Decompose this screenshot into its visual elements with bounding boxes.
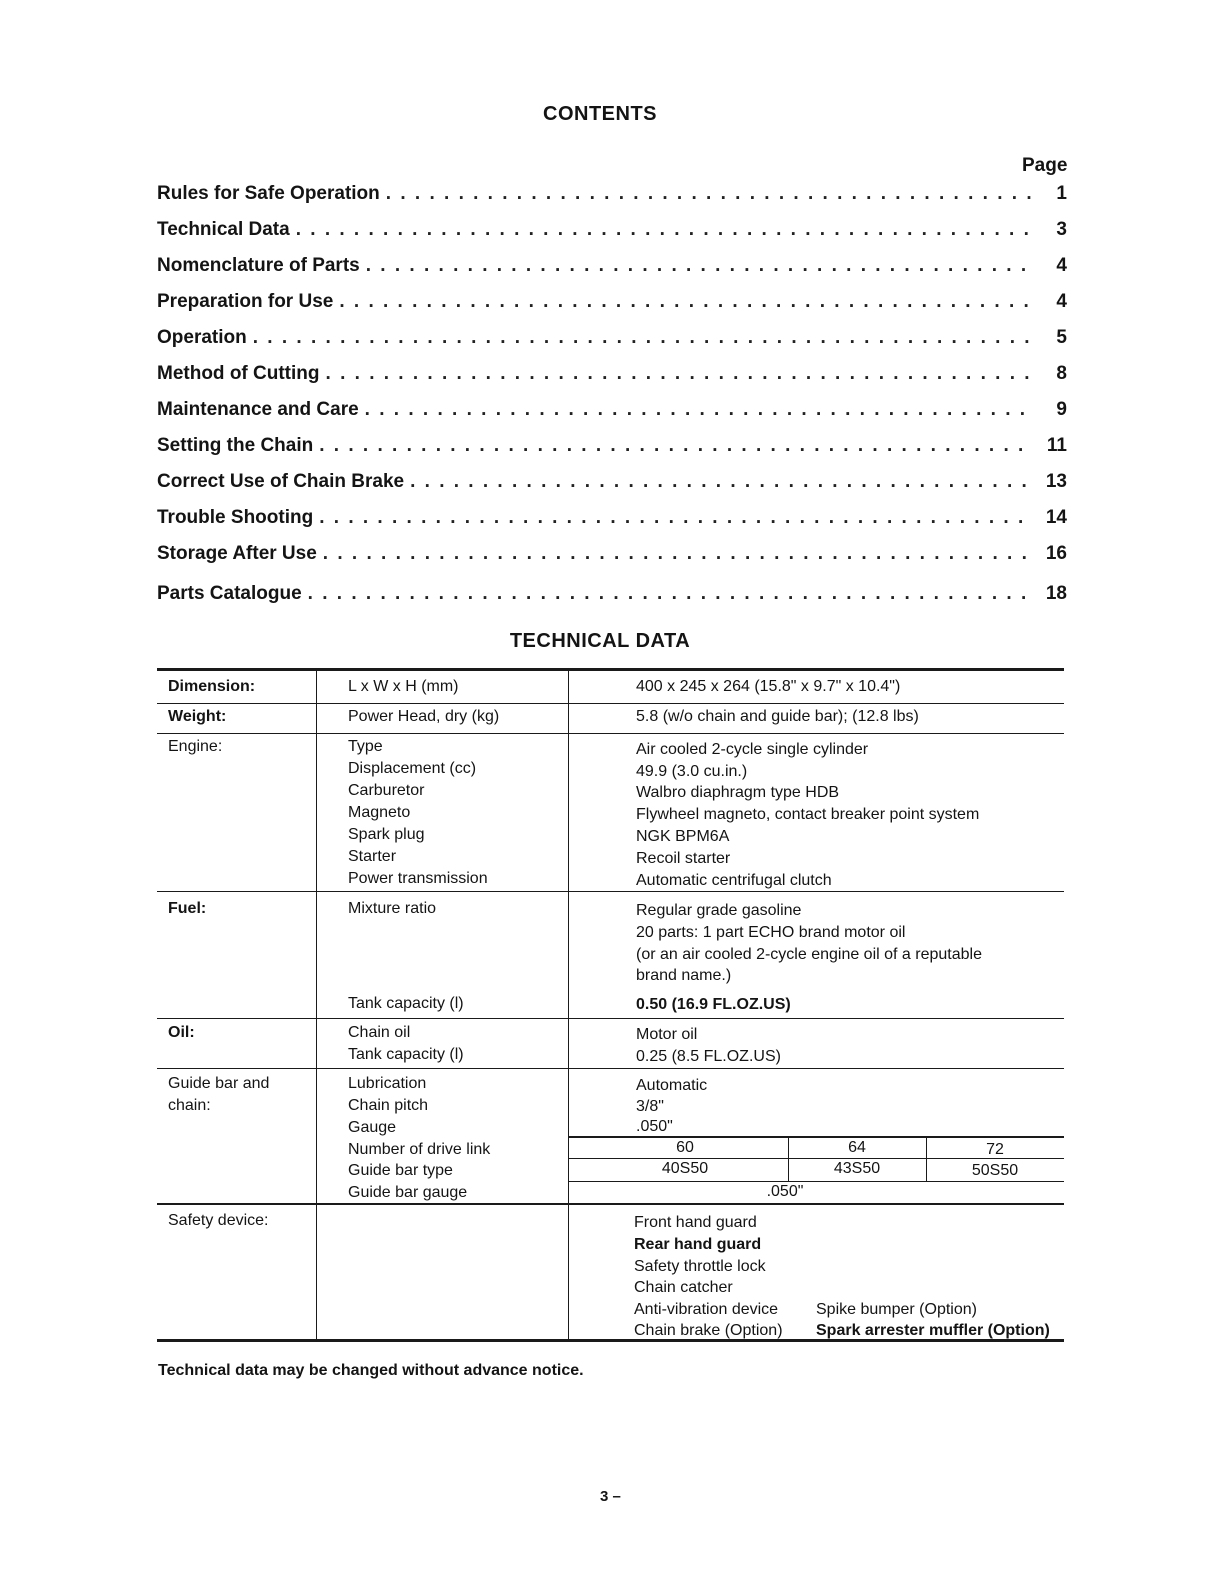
toc-entry-label: Rules for Safe Operation — [157, 183, 380, 204]
toc-entry-page: 13 — [1045, 471, 1067, 492]
toc-entry-page: 1 — [1056, 183, 1067, 204]
safety-value: Anti-vibration device — [634, 1301, 779, 1318]
toc-leader-dots — [386, 183, 1033, 205]
weight-item: Power Head, dry (kg) — [348, 708, 500, 725]
toc-entry-page: 4 — [1056, 255, 1067, 276]
engine-item: Carburetor — [348, 782, 425, 799]
guide-item: Guide bar gauge — [348, 1184, 468, 1201]
guide-item: Number of drive link — [348, 1141, 491, 1158]
weight-value: 5.8 (w/o chain and guide bar); (12.8 lbs) — [636, 708, 919, 725]
toc-entry-page: 3 — [1056, 219, 1067, 240]
safety-value: Rear hand guard — [634, 1236, 762, 1253]
row-divider — [157, 1068, 1064, 1069]
engine-value: NGK BPM6A — [636, 828, 730, 845]
page-number: 3 – — [600, 1488, 621, 1505]
toc-entry[interactable] — [157, 183, 1067, 213]
toc-entry[interactable] — [157, 583, 1067, 613]
guide-label: Guide bar and — [168, 1075, 270, 1092]
guide-bar-gauge-value: .050" — [766, 1183, 804, 1200]
fuel-value: Regular grade gasoline — [636, 902, 802, 919]
guide-item: Gauge — [348, 1119, 397, 1136]
toc-entry-label: Technical Data — [157, 219, 290, 240]
toc-entry-page: 18 — [1045, 583, 1067, 604]
toc-leader-dots — [366, 255, 1033, 277]
toc-entry-page: 14 — [1045, 507, 1067, 528]
oil-item: Tank capacity (l) — [348, 1046, 464, 1063]
toc-entry[interactable] — [157, 291, 1067, 321]
engine-item: Starter — [348, 848, 397, 865]
toc-entry-label: Storage After Use — [157, 543, 317, 564]
guide-value: .050" — [636, 1118, 673, 1135]
column-divider — [316, 668, 317, 1341]
guide-bar-type: 43S50 — [833, 1160, 881, 1177]
engine-value: 49.9 (3.0 cu.in.) — [636, 763, 748, 780]
toc-entry-page: 9 — [1056, 399, 1067, 420]
fuel-tank-value: 0.50 (16.9 FL.OZ.US) — [636, 996, 791, 1013]
toc-entry[interactable] — [157, 399, 1067, 429]
toc-leader-dots — [308, 583, 1033, 605]
toc-entry[interactable] — [157, 435, 1067, 465]
engine-item: Type — [348, 738, 383, 755]
column-divider — [568, 668, 569, 1341]
drive-link-count: 72 — [986, 1141, 1004, 1158]
fuel-label: Fuel: — [168, 900, 207, 917]
guide-item: Chain pitch — [348, 1097, 429, 1114]
toc-leader-dots — [296, 219, 1033, 241]
toc-leader-dots — [253, 327, 1033, 349]
toc-entry-label: Parts Catalogue — [157, 583, 302, 604]
subtable-rule — [568, 1181, 1064, 1182]
toc-leader-dots — [319, 435, 1033, 457]
toc-leader-dots — [410, 471, 1033, 493]
toc-entry-page: 8 — [1056, 363, 1067, 384]
toc-entry-page: 4 — [1056, 291, 1067, 312]
toc-entry[interactable] — [157, 471, 1067, 501]
safety-value-option: Spark arrester muffler (Option) — [816, 1322, 1050, 1339]
toc-entry-label: Maintenance and Care — [157, 399, 359, 420]
toc-entry-label: Correct Use of Chain Brake — [157, 471, 405, 492]
fuel-value: (or an air cooled 2-cycle engine oil of a reputable — [636, 946, 982, 963]
dimension-item: L x W x H (mm) — [348, 678, 459, 695]
engine-value: Air cooled 2-cycle single cylinder — [636, 741, 869, 758]
oil-label: Oil: — [168, 1024, 195, 1041]
toc-entry[interactable] — [157, 219, 1067, 249]
fuel-mixture-item: Mixture ratio — [348, 900, 437, 917]
toc-leader-dots — [365, 399, 1033, 421]
drive-link-count: 60 — [676, 1139, 694, 1156]
fuel-value: brand name.) — [636, 967, 732, 984]
safety-value: Front hand guard — [634, 1214, 757, 1231]
toc-leader-dots — [319, 507, 1033, 529]
engine-value: Recoil starter — [636, 850, 731, 867]
row-divider — [157, 1203, 1064, 1205]
toc-entry-label: Setting the Chain — [157, 435, 314, 456]
safety-value: Chain brake (Option) — [634, 1322, 783, 1339]
toc-entry-label: Nomenclature of Parts — [157, 255, 360, 276]
table-top-rule — [157, 668, 1064, 671]
drive-link-count: 64 — [848, 1139, 866, 1156]
toc-leader-dots — [323, 543, 1033, 565]
toc-entry[interactable] — [157, 363, 1067, 393]
engine-item: Power transmission — [348, 870, 488, 887]
toc-entry[interactable] — [157, 543, 1067, 573]
technical-data-title: TECHNICAL DATA — [509, 630, 691, 652]
row-divider — [157, 891, 1064, 892]
toc-entry-label: Method of Cutting — [157, 363, 320, 384]
engine-value: Flywheel magneto, contact breaker point system — [636, 806, 980, 823]
contents-title: CONTENTS — [543, 103, 657, 125]
weight-label: Weight: — [168, 708, 227, 725]
safety-value: Chain catcher — [634, 1279, 733, 1296]
toc-entry[interactable] — [157, 507, 1067, 537]
toc-entry-label: Operation — [157, 327, 247, 348]
row-divider — [157, 1018, 1064, 1019]
toc-entry-page: 16 — [1045, 543, 1067, 564]
toc-page-header: Page — [1022, 155, 1068, 176]
guide-label: chain: — [168, 1097, 211, 1114]
safety-label: Safety device: — [168, 1212, 269, 1229]
fuel-value: 20 parts: 1 part ECHO brand motor oil — [636, 924, 906, 941]
guide-item: Guide bar type — [348, 1162, 453, 1179]
guide-item: Lubrication — [348, 1075, 427, 1092]
toc-entry[interactable] — [157, 327, 1067, 357]
engine-value: Automatic centrifugal clutch — [636, 872, 832, 889]
engine-label: Engine: — [168, 738, 223, 755]
footnote: Technical data may be changed without advance notice. — [158, 1362, 584, 1379]
toc-leader-dots — [339, 291, 1033, 313]
safety-value-option: Spike bumper (Option) — [816, 1301, 977, 1318]
engine-item: Magneto — [348, 804, 411, 821]
guide-bar-type: 50S50 — [971, 1162, 1019, 1179]
row-divider — [157, 703, 1064, 704]
toc-leader-dots — [326, 363, 1033, 385]
row-divider — [157, 733, 1064, 734]
dimension-value: 400 x 245 x 264 (15.8" x 9.7" x 10.4") — [636, 678, 901, 695]
guide-value: 3/8" — [636, 1098, 664, 1115]
toc-entry-page: 11 — [1046, 435, 1067, 456]
safety-value: Safety throttle lock — [634, 1258, 766, 1275]
guide-bar-type: 40S50 — [661, 1160, 709, 1177]
dimension-label: Dimension: — [168, 678, 256, 695]
toc-entry-label: Preparation for Use — [157, 291, 334, 312]
guide-value: Automatic — [636, 1077, 708, 1094]
engine-value: Walbro diaphragm type HDB — [636, 784, 840, 801]
engine-item: Spark plug — [348, 826, 425, 843]
fuel-tank-item: Tank capacity (l) — [348, 995, 464, 1012]
engine-item: Displacement (cc) — [348, 760, 477, 777]
oil-item: Chain oil — [348, 1024, 411, 1041]
toc-entry-page: 5 — [1056, 327, 1067, 348]
toc-entry-label: Trouble Shooting — [157, 507, 314, 528]
oil-value: 0.25 (8.5 FL.OZ.US) — [636, 1048, 781, 1065]
oil-value: Motor oil — [636, 1026, 698, 1043]
toc-entry[interactable] — [157, 255, 1067, 285]
